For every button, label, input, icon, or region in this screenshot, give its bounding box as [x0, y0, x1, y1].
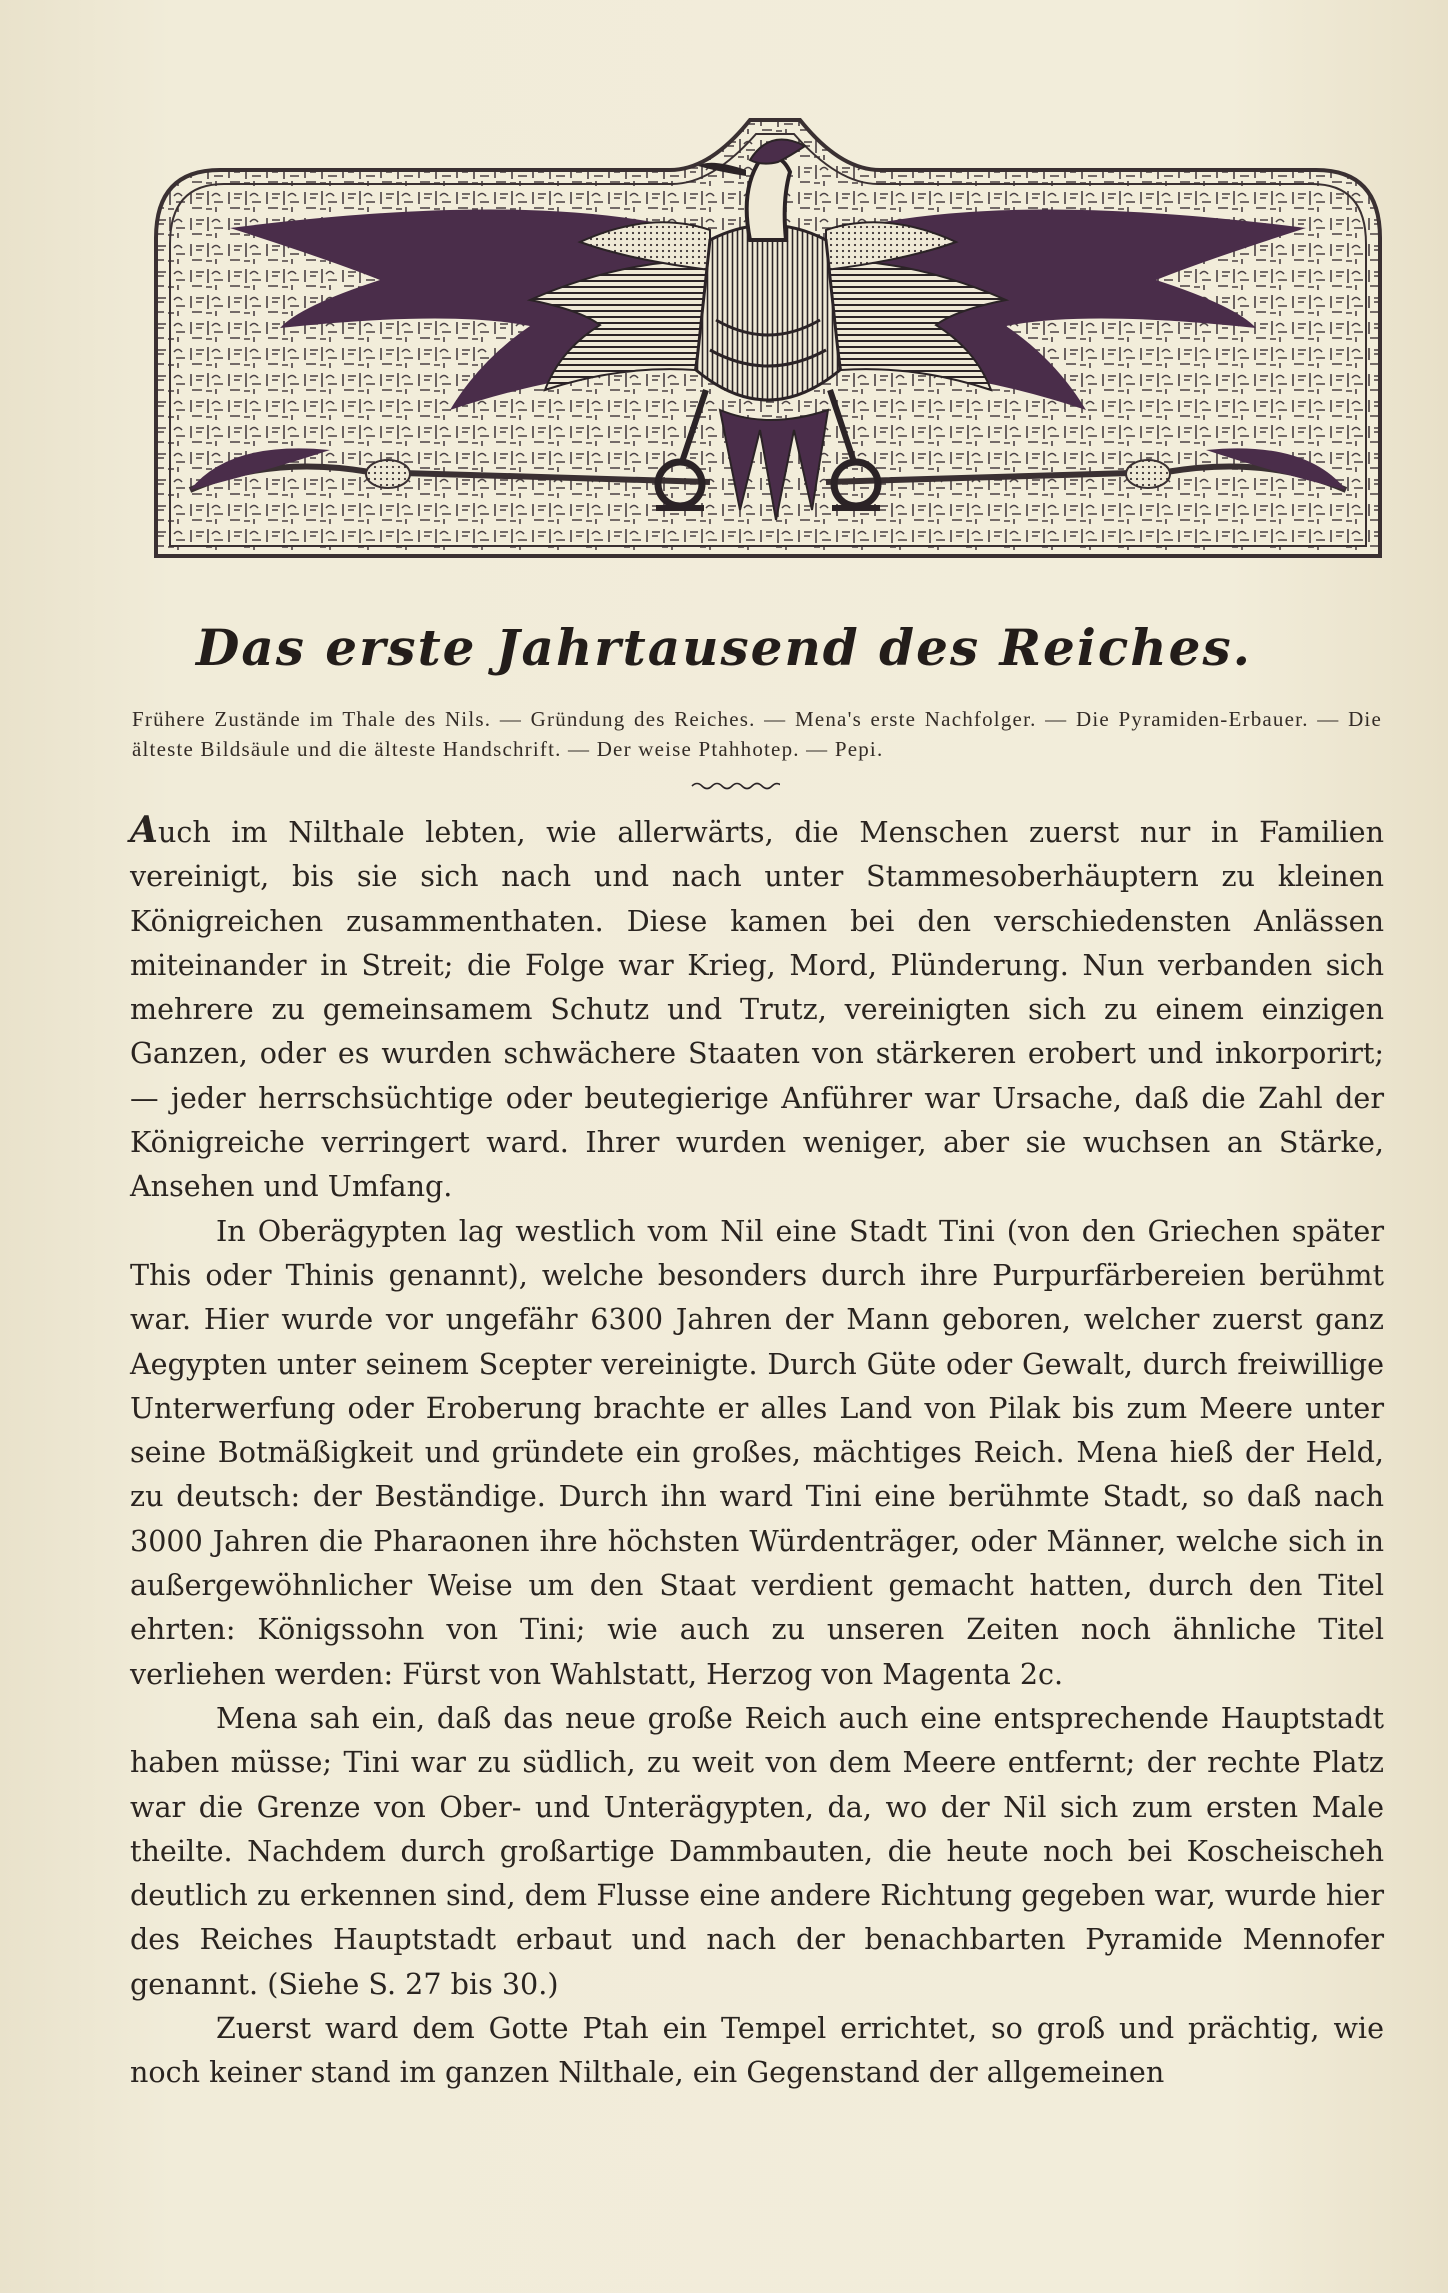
chapter-title: Das erste Jahrtausend des Reiches.	[195, 618, 1253, 677]
paragraph-2: In Oberägypten lag westlich vom Nil eine Stadt Tini (von den Griechen später This oder Thinis genannt), welche besonders durch ihre Purpurfärbereien berühmt war. Hier wurde vor ungefähr 6300 Jahren der Mann geboren, welcher zuerst ganz Aegypten unter seinem Scepter vereinigte. Durch Güte oder Gewalt, durch freiwillige Unterwerfung oder Eroberung brachte er alles Land von Pilak bis zum Meere unter seine Botmäßigkeit und gründete ein großes, mächtiges Reich. Mena hieß der Held, zu deutsch: der Beständige. Durch ihn ward Tini eine berühmte Stadt, so daß nach 3000 Jahren die Pharaonen ihre höchsten Würdenträger, oder Männer, welche sich in außergewöhnlicher Weise um den Staat verdient gemacht hatten, durch den Titel ehrten: Königssohn von Tini; wie auch zu unseren Zeiten noch ähnliche Titel verliehen werden: Fürst von Wahlstatt, Herzog von Magenta 2c.	[130, 1213, 1384, 1691]
vulture-headpiece-illustration	[150, 110, 1386, 562]
vulture-body	[696, 225, 840, 400]
paragraph-1	[130, 808, 1384, 1209]
paragraph-3: Mena sah ein, daß das neue große Reich auch eine entsprechende Hauptstadt haben müsse; Tini war zu südlich, zu weit von dem Meere entfernt; der rechte Platz war die Grenze von Ober- und Unterägypten, da, wo der Nil sich zum ersten Male theilte. Nachdem durch großartige Dammbauten, die heute noch bei Koscheischeh deutlich zu erkennen sind, dem Flusse eine andere Richtung gegeben war, wurde hier des Reiches Hauptstadt erbaut und nach der benachbarten Pyramide Mennofer genannt. (Siehe S. 27 bis 30.)	[130, 1700, 1384, 2001]
vulture-neck	[747, 157, 790, 240]
chapter-body	[130, 808, 1384, 2095]
chapter-summary: Frühere Zustände im Thale des Nils. — Gründung des Reiches. — Mena's erste Nachfolger. — Die Pyramiden-Erbauer. — Die älteste Bildsäule und die älteste Handschrift. — Der weise Ptahhotep. — Pepi.	[132, 707, 1382, 761]
wavy-divider-ornament	[690, 780, 780, 792]
paragraph-4: Zuerst ward dem Gotte Ptah ein Tempel errichtet, so groß und prächtig, wie noch keiner stand im ganzen Nilthale, ein Gegenstand der allgemeinen	[130, 2011, 1384, 2090]
initial-letter: A	[130, 809, 158, 851]
paragraph-1-text: uch im Nilthale lebten, wie allerwärts, die Menschen zuerst nur in Familien vereinigt, bis sie sich nach und nach unter Stammesoberhäuptern zu kleinen Königreichen zusammenthaten. Diese kamen bei den verschiedensten Anlässen miteinander in Streit; die Folge war Krieg, Mord, Plünderung. Nun verbanden sich mehrere zu gemeinsamem Schutz und Trutz, vereinigten sich zu einem einzigen Ganzen, oder es wurden schwächere Staaten von stärkeren erobert und inkorporirt; — jeder herrschsüchtige oder beutegierige Anführer war Ursache, daß die Zahl der Königreiche verringert ward. Ihrer wurden weniger, aber sie wuchsen an Stärke, Ansehen und Umfang.	[130, 815, 1384, 1204]
